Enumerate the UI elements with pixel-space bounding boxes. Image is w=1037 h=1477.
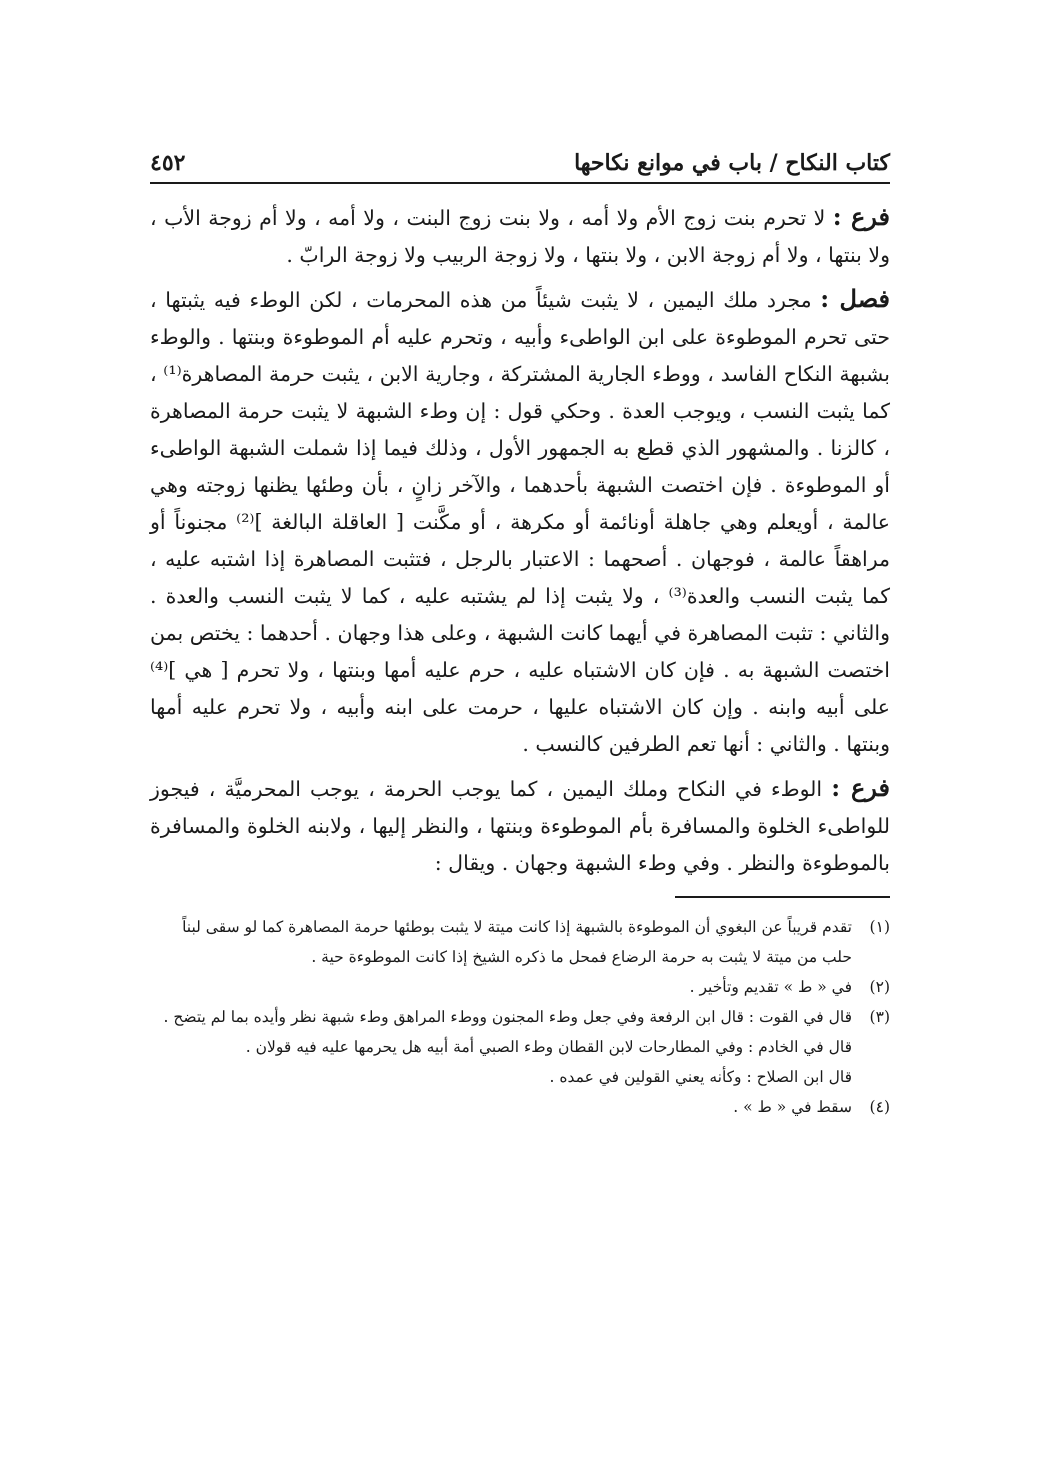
footnote-line: تقدم قريباً عن البغوي أن الموطوءة بالشبهة إذا كانت ميتة لا يثبت بوطئها حرمة المصاهرة كما لو سقى لبناً حلب من ميتة لا يثبت به حرمة الرضاع فمحل ما ذكره الشيخ إذا كانت الموطوءة حية . bbox=[182, 918, 852, 966]
page-header bbox=[150, 140, 890, 184]
footnote-number: (١) bbox=[869, 918, 890, 936]
footnote-number: (٤) bbox=[869, 1098, 890, 1116]
footnote-4 bbox=[150, 1092, 890, 1122]
footnote-text bbox=[150, 1002, 852, 1092]
footnote-3 bbox=[150, 1002, 890, 1092]
footnote-text bbox=[150, 912, 852, 972]
paragraph-lead: فرع : bbox=[831, 773, 891, 802]
page-number: ٤٥٢ bbox=[150, 150, 186, 176]
footnote-text bbox=[150, 972, 852, 1002]
footnotes bbox=[150, 912, 890, 1122]
footnote-line: قال في القوت : قال ابن الرفعة وفي جعل وطء المجنون ووطء المراهق وطء شبهة نظر وأيده بما لم يتضح . bbox=[163, 1008, 852, 1026]
footnote-line: سقط في « ط » . bbox=[733, 1098, 852, 1116]
footnote-number: (٢) bbox=[869, 978, 890, 996]
footnote-text bbox=[150, 1092, 852, 1122]
main-text bbox=[150, 198, 890, 882]
footnote-divider bbox=[675, 896, 890, 898]
footnote-number: (٣) bbox=[869, 1008, 890, 1026]
paragraph-text: الوطء في النكاح وملك اليمين ، كما يوجب الحرمة ، يوجب المحرميَّة ، فيجوز للواطىء الخلوة والمسافرة بأم الموطوءة وبنتها ، والنظر إليها ، ولابنه الخلوة والمسافرة بالموطوءة والنظر . وفي وطء الشبهة وجهان . ويقال : bbox=[150, 777, 890, 875]
paragraph-lead: فصل : bbox=[820, 284, 890, 313]
footnote-line: قال في الخادم : وفي المطارحات لابن القطان وطء الصبي أمة أبيه هل يحرمها عليه فيه قولان . bbox=[245, 1038, 852, 1056]
footnote-line: قال ابن الصلاح : وكأنه يعني القولين في عمده . bbox=[549, 1068, 852, 1086]
book-page bbox=[150, 140, 890, 1122]
paragraph-lead: فرع : bbox=[832, 202, 890, 231]
paragraph-text: لا تحرم بنت زوج الأم ولا أمه ، ولا بنت زوج البنت ، ولا أمه ، ولا أم زوجة الأب ، ولا بنتها ، ولا أم زوجة الابن ، ولا بنتها ، ولا زوجة الربيب ولا زوجة الرابّ . bbox=[150, 206, 890, 267]
paragraph-fasl bbox=[150, 280, 890, 763]
running-title: كتاب النكاح / باب في موانع نكاحها bbox=[574, 150, 890, 176]
footnote-1 bbox=[150, 912, 890, 972]
footnote-line: في « ط » تقديم وتأخير . bbox=[689, 978, 852, 996]
paragraph-far3-1 bbox=[150, 198, 890, 274]
paragraph-text: مجرد ملك اليمين ، لا يثبت شيئاً من هذه المحرمات ، لكن الوطء فيه يثبتها ، حتى تحرم الموطوءة على ابن الواطىء وأبيه ، وتحرم عليه أم الموطوءة وبنتها . والوطء بشبهة النكاح الفاسد ، ووطء الجارية المشتركة ، وجارية الابن ، يثبت حرمة المصاهرة⁽¹⁾ ، كما يثبت النسب ، ويوجب العدة . وحكي قول : إن وطء الشبهة لا يثبت حرمة المصاهرة ، كالزنا . والمشهور الذي قطع به الجمهور الأول ، وذلك فيما إذا شملت الشبهة الواطىء أو الموطوءة . فإن اختصت الشبهة بأحدهما ، والآخر زانٍ ، بأن وطئها يظنها زوجته وهي عالمة ، أويعلم وهي جاهلة أونائمة أو مكرهة ، أو مكَّنت [ العاقلة البالغة ]⁽²⁾ مجنوناً أو مراهقاً عالمة ، فوجهان . أصحهما : الاعتبار بالرجل ، فتثبت المصاهرة إذا اشتبه عليه ، كما يثبت النسب والعدة⁽³⁾ ، ولا يثبت إذا لم يشتبه عليه ، كما لا يثبت النسب والعدة . والثاني : تثبت المصاهرة في أيهما كانت الشبهة ، وعلى هذا وجهان . أحدهما : يختص بمن اختصت الشبهة به . فإن كان الاشتباه عليه ، حرم عليه أمها وبنتها ، ولا تحرم [ هي ]⁽⁴⁾ على أبيه وابنه . وإن كان الاشتباه عليها ، حرمت على ابنه وأبيه ، ولا تحرم عليه أمها وبنتها . والثاني : أنها تعم الطرفين كالنسب . bbox=[150, 288, 890, 756]
footnote-2 bbox=[150, 972, 890, 1002]
paragraph-far3-2 bbox=[150, 769, 890, 882]
